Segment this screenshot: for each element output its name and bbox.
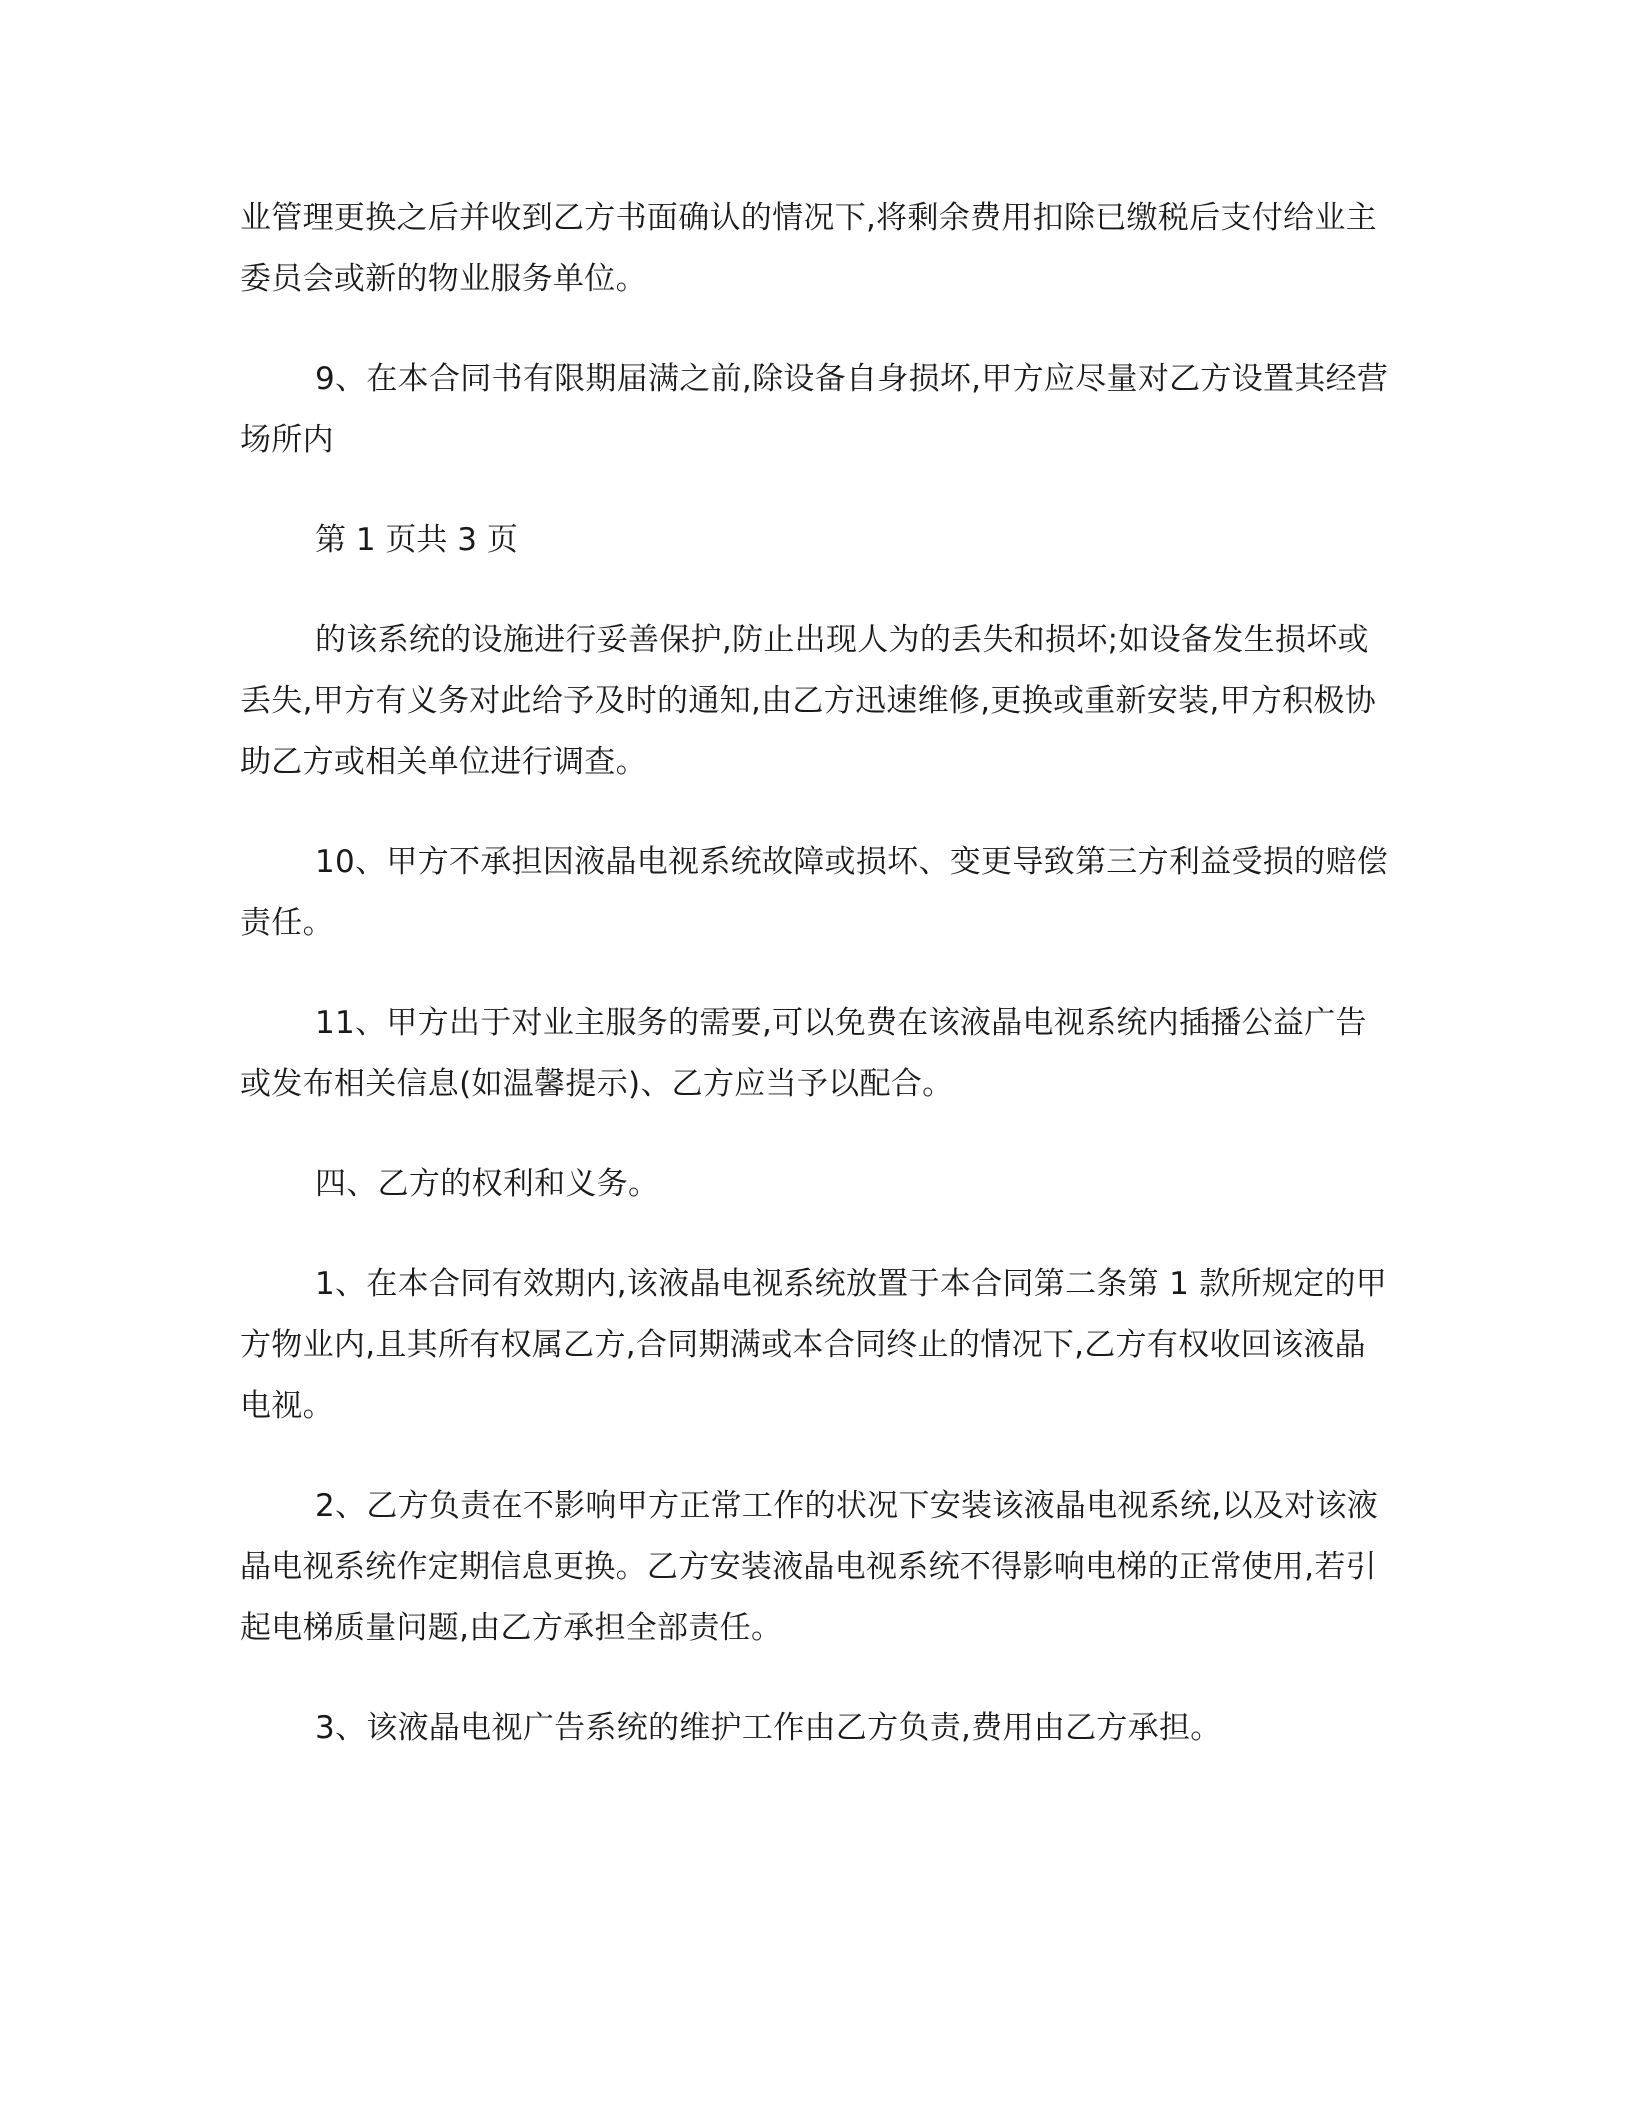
paragraph-clause-9: 9、在本合同书有限期届满之前,除设备自身损坏,甲方应尽量对乙方设置其经营场所内: [240, 361, 1389, 458]
page-number-marker: 第 1 页共 3 页: [315, 522, 518, 558]
paragraph-clause-10: 10、甲方不承担因液晶电视系统故障或损坏、变更导致第三方利益受损的赔偿责任。: [240, 844, 1388, 941]
paragraph-clause-9-continued: 的该系统的设施进行妥善保护,防止出现人为的丢失和损坏;如设备发生损坏或丢失,甲方有义务对此给予及时的通知,由乙方迅速维修,更换或重新安装,甲方积极协助乙方或相关单位进行调查。: [240, 622, 1377, 780]
paragraph-b-clause-1: 1、在本合同有效期内,该液晶电视系统放置于本合同第二条第 1 款所规定的甲方物业内,且其所有权属乙方,合同期满或本合同终止的情况下,乙方有权收回该液晶电视。: [240, 1266, 1388, 1424]
section-heading-party-b-rights: 四、乙方的权利和义务。: [315, 1166, 660, 1202]
paragraph-b-clause-3: 3、该液晶电视广告系统的维护工作由乙方负责,费用由乙方承担。: [315, 1710, 1222, 1746]
paragraph-b-clause-2: 2、乙方负责在不影响甲方正常工作的状况下安装该液晶电视系统,以及对该液晶电视系统作定期信息更换。乙方安装液晶电视系统不得影响电梯的正常使用,若引起电梯质量问题,由乙方承担全部责任。: [240, 1488, 1379, 1646]
paragraph-continuation: 业管理更换之后并收到乙方书面确认的情况下,将剩余费用扣除已缴税后支付给业主委员会或新的物业服务单位。: [240, 200, 1377, 297]
paragraph-clause-11: 11、甲方出于对业主服务的需要,可以免费在该液晶电视系统内插播公益广告或发布相关信息(如温馨提示)、乙方应当予以配合。: [240, 1005, 1367, 1102]
document-page: [240, 188, 1390, 1798]
